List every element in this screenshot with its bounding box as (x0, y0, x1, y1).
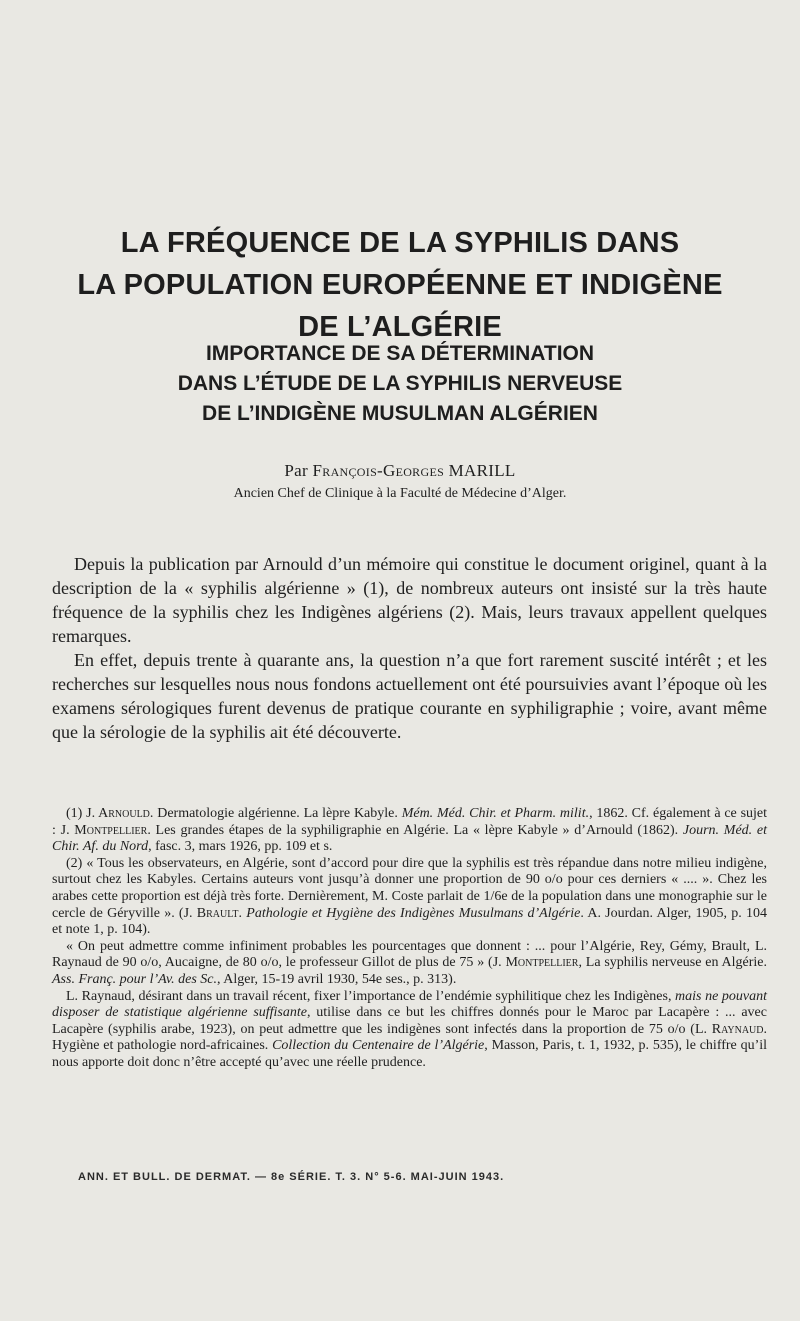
subtitle-line-1: IMPORTANCE DE SA DÉTERMINATION (205, 342, 595, 365)
byline-prefix: Par (284, 461, 308, 480)
footnote-1-author-2: J. Montpellier (60, 822, 148, 838)
footnote-1-text-4: , fasc. 3, mars 1926, pp. 109 et s. (148, 839, 333, 855)
title-line-1: LA FRÉQUENCE DE LA SYPHILIS DANS (120, 227, 680, 259)
footnote-2-text: « Tous les observateurs, en Algérie, sont d’accord pour dire que la syphilis est très répandue dans notre milieu indigène, surtout chez les Kabyles. Certains auteurs vont jusqu’à donner une proportion de 90 o/o pour ces derniers « .... ». Chez les arabes cette proportion est déjà très forte. Dernièrement, M. Coste parlait de 1/6e de la population dans une monographie sur le cercle de Géryville ». (J. (52, 855, 767, 921)
body-paragraph-1: Depuis la publication par Arnould d’un mémoire qui constitue le document originel, quant à la description de la « syphilis algérienne » (1), de nombreux auteurs ont insisté sur la très haute fréquence de la syphilis chez les Indigènes algériens (2). Mais, leurs travaux appellent quelques remarques. (52, 554, 767, 646)
footnote-1-text-3: . Les grandes étapes de la syphiligraphie en Algérie. La « lèpre Kabyle » d’Arnould (1862). (147, 822, 683, 838)
author-firstname: François-Georges (312, 461, 445, 480)
footnote-3-author: Montpellier (505, 955, 579, 971)
article-subtitle (40, 339, 760, 429)
footnote-1-text-2: , 1862. Cf. également à ce sujet : (52, 806, 768, 838)
footnote-4-text: L. Raynaud, désirant dans un travail récent, fixer l’importance de l’endémie syphilitique chez les Indigènes, (66, 988, 676, 1004)
footnote-4-text-4: , Masson, Paris, t. 1, 1932, p. 535), le chiffre qu’il nous apporte doit donc n’être accepté qu’avec une réelle prudence. (52, 1038, 768, 1070)
footnote-3 (52, 939, 767, 989)
author-byline (40, 461, 760, 481)
title-line-3: DE L’ALGÉRIE (298, 311, 502, 343)
footnote-1-author: J. Arnould (86, 806, 150, 821)
footnote-1-journal: Mém. Méd. Chir. et Pharm. milit. (401, 806, 590, 821)
footnote-2-number: (2) (66, 855, 83, 871)
journal-reference: ANN. ET BULL. DE DERMAT. — 8e SÉRIE. T. 3. N° 5-6. MAI-JUIN 1943. (78, 1171, 505, 1183)
footnote-1 (52, 806, 767, 856)
footnote-2-text-2: . (238, 905, 247, 921)
body-paragraph-2: En effet, depuis trente à quarante ans, la question n’a que fort rarement suscité intérêt ; et les recherches sur lesquelles nous nous fondons actuellement ont été poursuivies avant l’époque où les examens sérologiques furent devenus de pratique courante en syphiligraphie ; voire, avant même que la sérologie de la syphilis ait été découverte. (52, 650, 767, 742)
footnote-2 (52, 856, 767, 939)
footnote-4 (52, 989, 767, 1072)
title-line-2: LA POPULATION EUROPÉENNE ET INDIGÈNE (77, 269, 723, 301)
article-title (40, 222, 760, 348)
footnote-1-text: . Dermatologie algérienne. La lèpre Kabyle. (149, 806, 402, 821)
footnote-1-journal-2: Journ. Méd. et Chir. Af. du Nord (52, 822, 767, 855)
footnotes (52, 806, 767, 1072)
footnote-4-text-3: . Hygiène et pathologie nord-africaines. (52, 1021, 767, 1054)
footnote-2-text-3: . A. Jourdan. Alger, 1905, p. 104 et note 1, p. 104). (52, 905, 767, 938)
footnote-3-text-3: , Alger, 15-19 avril 1930, 54e ses., p. 313). (217, 971, 457, 987)
footnote-2-author: Brault (196, 905, 239, 921)
footnote-3-text-2: , La syphilis nerveuse en Algérie. (578, 955, 767, 971)
footnote-1-number: (1) (66, 806, 83, 821)
subtitle-line-3: DE L’INDIGÈNE MUSULMAN ALGÉRIEN (202, 402, 598, 425)
footnote-3-text: « On peut admettre comme infiniment probables les pourcentages que donnent : ... pour l’Algérie, Rey, Gémy, Brault, L. Raynaud de 90 o/o, Aucaigne, de 80 o/o, le professeur Gillot de plus de 75 » (J. (52, 938, 767, 971)
footnote-4-text-2: , utilise dans ce but les chiffres donnés pour le Maroc par Lacapère : ... avec Lacapère (syphilis arabe, 1923), on peut admettre que les indigènes sont infectés dans la proportion de 75 o/o (L. (52, 1005, 767, 1037)
footnote-2-journal: Pathologie et Hygiène des Indigènes Musulmans d’Algérie (246, 905, 581, 921)
footnote-3-journal: Ass. Franç. pour l’Av. des Sc. (52, 971, 217, 987)
footnote-4-journal: Collection du Centenaire de l’Algérie (272, 1038, 485, 1054)
footnote-4-emphasis: mais ne pouvant disposer de statistique algérienne suffisante (52, 988, 768, 1021)
article-body (52, 552, 767, 744)
author-affiliation: Ancien Chef de Clinique à la Faculté de Médecine d’Alger. (233, 486, 567, 501)
subtitle-line-2: DANS L’ÉTUDE DE LA SYPHILIS NERVEUSE (177, 372, 623, 395)
footnote-4-author: Raynaud (711, 1021, 764, 1037)
author-lastname: MARILL (448, 461, 516, 480)
